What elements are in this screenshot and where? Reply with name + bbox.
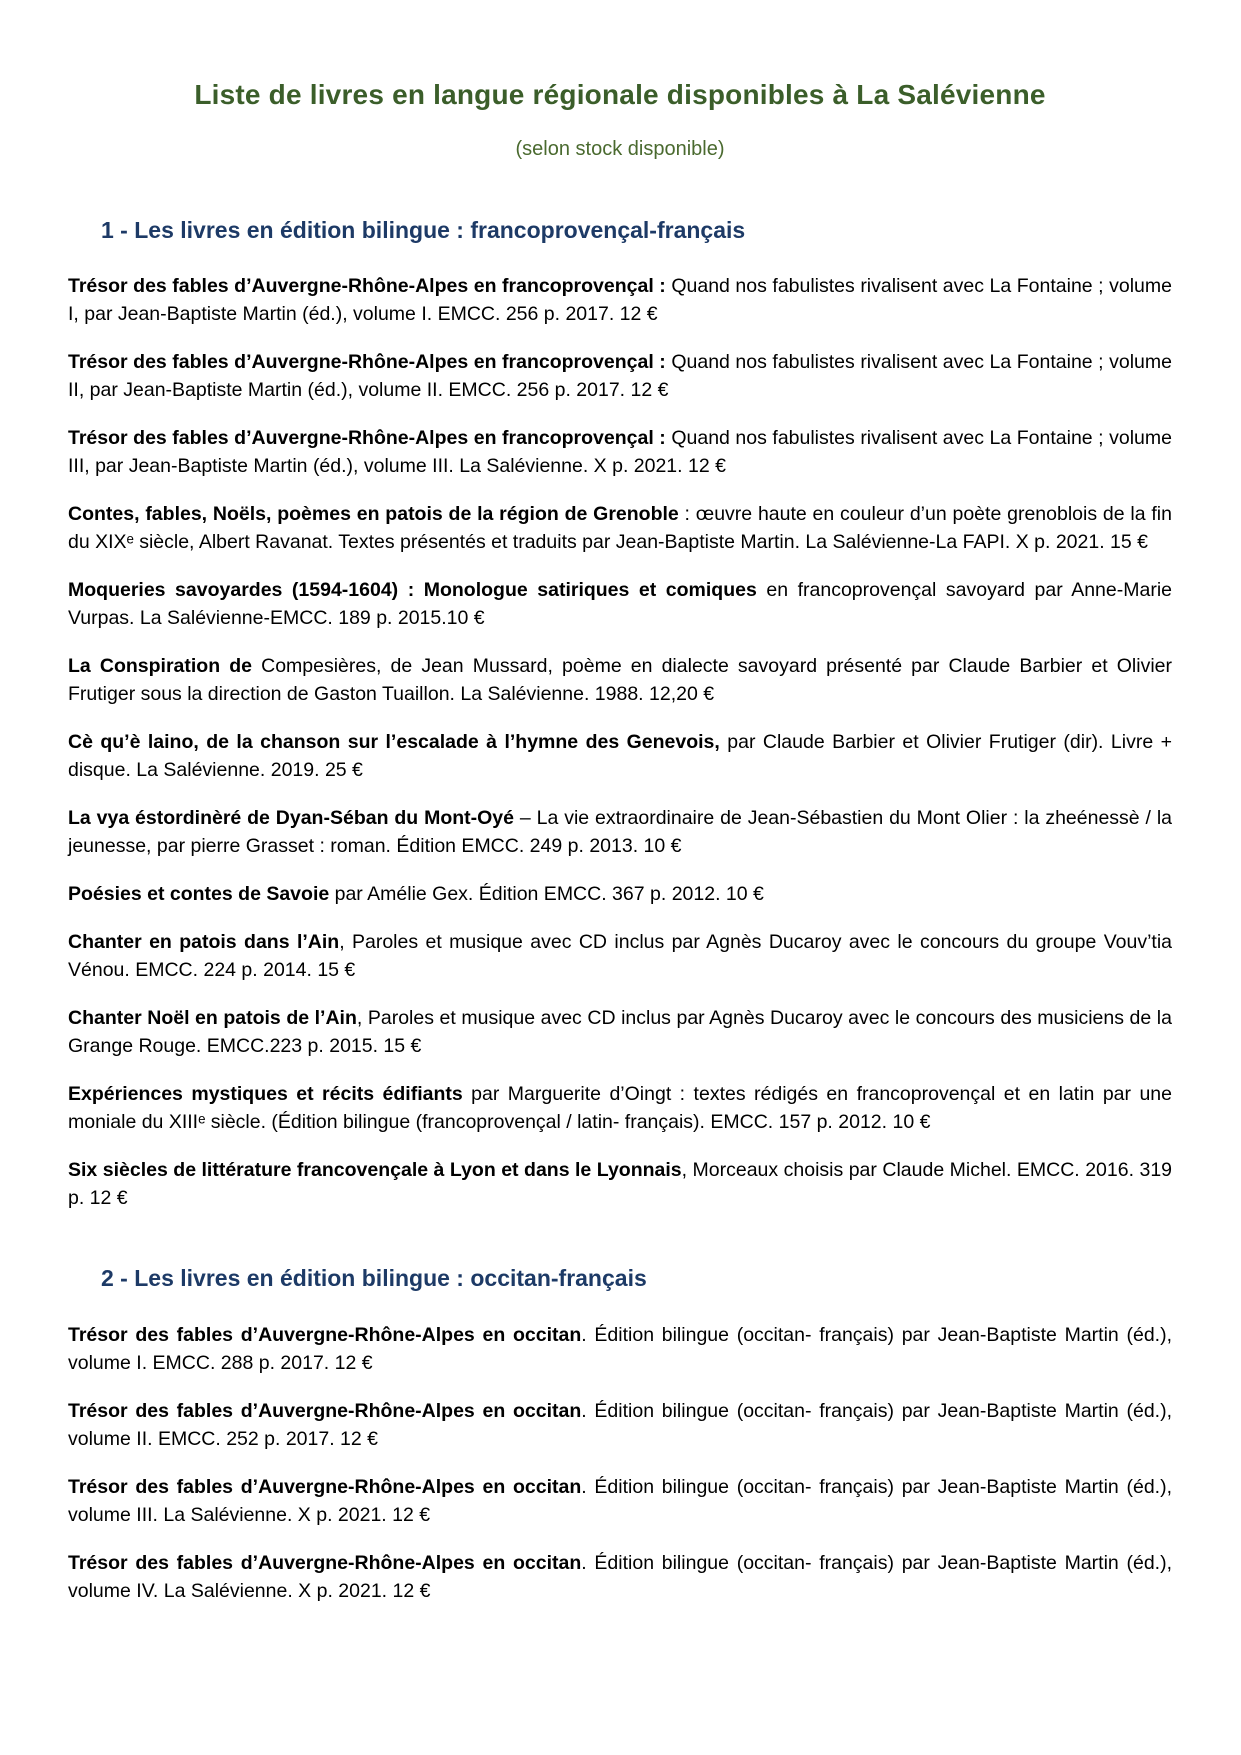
book-title: Chanter en patois dans l’Ain bbox=[68, 931, 340, 954]
book-title: Chanter Noël en patois de l’Ain bbox=[68, 1007, 357, 1030]
book-title: Trésor des fables d’Auvergne-Rhône-Alpes en francoprovençal : bbox=[68, 351, 666, 374]
book-item bbox=[68, 424, 1172, 480]
book-title: Trésor des fables d’Auvergne-Rhône-Alpes en occitan bbox=[68, 1400, 582, 1423]
book-title: Expériences mystiques et récits édifiants bbox=[68, 1083, 463, 1106]
book-details: Quand nos fabulistes rivalisent avec La Fontaine ; volume I, par Jean-Baptiste Martin (éd.), volume I. EMCC. 256 p. 2017. 12 € bbox=[68, 275, 1172, 326]
book-item bbox=[68, 1397, 1172, 1453]
book-title: Trésor des fables d’Auvergne-Rhône-Alpes en occitan bbox=[68, 1476, 582, 1499]
book-title: Trésor des fables d’Auvergne-Rhône-Alpes en francoprovençal : bbox=[68, 427, 666, 450]
section-occitan bbox=[68, 1264, 1172, 1605]
book-title: Trésor des fables d’Auvergne-Rhône-Alpes en francoprovençal : bbox=[68, 275, 666, 298]
book-item bbox=[68, 804, 1172, 860]
book-details: par Claude Barbier et Olivier Frutiger (dir). Livre + disque. La Salévienne. 2019. 25 € bbox=[68, 731, 1172, 782]
book-title: Trésor des fables d’Auvergne-Rhône-Alpes en occitan bbox=[68, 1552, 582, 1575]
book-item bbox=[68, 1004, 1172, 1060]
book-item bbox=[68, 928, 1172, 984]
book-item bbox=[68, 1080, 1172, 1136]
book-details: Compesières, de Jean Mussard, poème en dialecte savoyard présenté par Claude Barbier et Olivier Frutiger sous la direction de Gaston Tuaillon. La Salévienne. 1988. 12,20 € bbox=[68, 655, 1172, 706]
book-item bbox=[68, 1321, 1172, 1377]
book-title: Cè qu’è laino, de la chanson sur l’escalade à l’hymne des Genevois, bbox=[68, 731, 720, 754]
section-francoprovencal bbox=[68, 216, 1172, 1213]
book-details: , Morceaux choisis par Claude Michel. EMCC. 2016. 319 p. 12 € bbox=[68, 1159, 1173, 1210]
book-details: , Paroles et musique avec CD inclus par Agnès Ducaroy avec le concours du groupe Vouv’tia Vénou. EMCC. 224 p. 2014. 15 € bbox=[68, 931, 1172, 982]
book-item bbox=[68, 500, 1172, 556]
book-details: par Marguerite d’Oingt : textes rédigés en francoprovençal et en latin par une moniale du XIIIᵉ siècle. (Édition bilingue (francoprovençal / latin- français). EMCC. 157 p. 2012. 10 € bbox=[68, 1083, 1172, 1134]
book-title: La Conspiration de bbox=[68, 655, 252, 678]
book-item bbox=[68, 1473, 1172, 1529]
book-details: . Édition bilingue (occitan- français) par Jean-Baptiste Martin (éd.), volume II. EMCC. 252 p. 2017. 12 € bbox=[68, 1400, 1172, 1451]
book-details: par Amélie Gex. Édition EMCC. 367 p. 2012. 10 € bbox=[329, 883, 764, 906]
section-1-heading: 1 - Les livres en édition bilingue : francoprovençal-français bbox=[101, 216, 746, 243]
book-title: Moqueries savoyardes (1594-1604) : Monologue satiriques et comiques bbox=[68, 579, 757, 602]
book-title: Six siècles de littérature francovençale à Lyon et dans le Lyonnais bbox=[68, 1159, 682, 1182]
section-2-heading: 2 - Les livres en édition bilingue : occitan-français bbox=[101, 1265, 647, 1292]
book-item bbox=[68, 880, 1172, 908]
book-item bbox=[68, 728, 1172, 784]
book-title: Trésor des fables d’Auvergne-Rhône-Alpes en occitan bbox=[68, 1324, 582, 1347]
book-title: Contes, fables, Noëls, poèmes en patois de la région de Grenoble bbox=[68, 503, 679, 526]
book-details: – La vie extraordinaire de Jean-Sébastien du Mont Olier : la zheénessè / la jeunesse, par pierre Grasset : roman. Édition EMCC. 249 p. 2013. 10 € bbox=[68, 807, 1173, 858]
book-item bbox=[68, 348, 1172, 404]
book-details: Quand nos fabulistes rivalisent avec La Fontaine ; volume II, par Jean-Baptiste Martin (éd.), volume II. EMCC. 256 p. 2017. 12 € bbox=[68, 351, 1172, 402]
page-subtitle: (selon stock disponible) bbox=[515, 137, 725, 160]
book-title: Poésies et contes de Savoie bbox=[68, 883, 330, 906]
book-details: en francoprovençal savoyard par Anne-Marie Vurpas. La Salévienne-EMCC. 189 p. 2015.10 € bbox=[68, 579, 1172, 630]
book-item bbox=[68, 576, 1172, 632]
book-item bbox=[68, 272, 1172, 328]
book-title: La vya éstordinèré de Dyan-Séban du Mont-Oyé bbox=[68, 807, 514, 830]
page-title: Liste de livres en langue régionale disponibles à La Salévienne bbox=[194, 79, 1046, 110]
book-item bbox=[68, 652, 1172, 708]
book-details: . Édition bilingue (occitan- français) par Jean-Baptiste Martin (éd.), volume IV. La Salévienne. X p. 2021. 12 € bbox=[68, 1552, 1172, 1603]
book-details: . Édition bilingue (occitan- français) par Jean-Baptiste Martin (éd.), volume III. La Salévienne. X p. 2021. 12 € bbox=[68, 1476, 1172, 1527]
book-item bbox=[68, 1156, 1172, 1212]
book-details: : œuvre haute en couleur d’un poète grenoblois de la fin du XIXᵉ siècle, Albert Ravanat. Textes présentés et traduits par Jean-Baptiste Martin. La Salévienne-La FAPI. X p. 2021. 15 € bbox=[68, 503, 1172, 554]
book-details: Quand nos fabulistes rivalisent avec La Fontaine ; volume III, par Jean-Baptiste Martin (éd.), volume III. La Salévienne. X p. 2021. 12 € bbox=[68, 427, 1172, 478]
book-item bbox=[68, 1549, 1172, 1605]
book-details: . Édition bilingue (occitan- français) par Jean-Baptiste Martin (éd.), volume I. EMCC. 288 p. 2017. 12 € bbox=[68, 1324, 1172, 1375]
book-details: , Paroles et musique avec CD inclus par Agnès Ducaroy avec le concours des musiciens de la Grange Rouge. EMCC.223 p. 2015. 15 € bbox=[68, 1007, 1172, 1058]
